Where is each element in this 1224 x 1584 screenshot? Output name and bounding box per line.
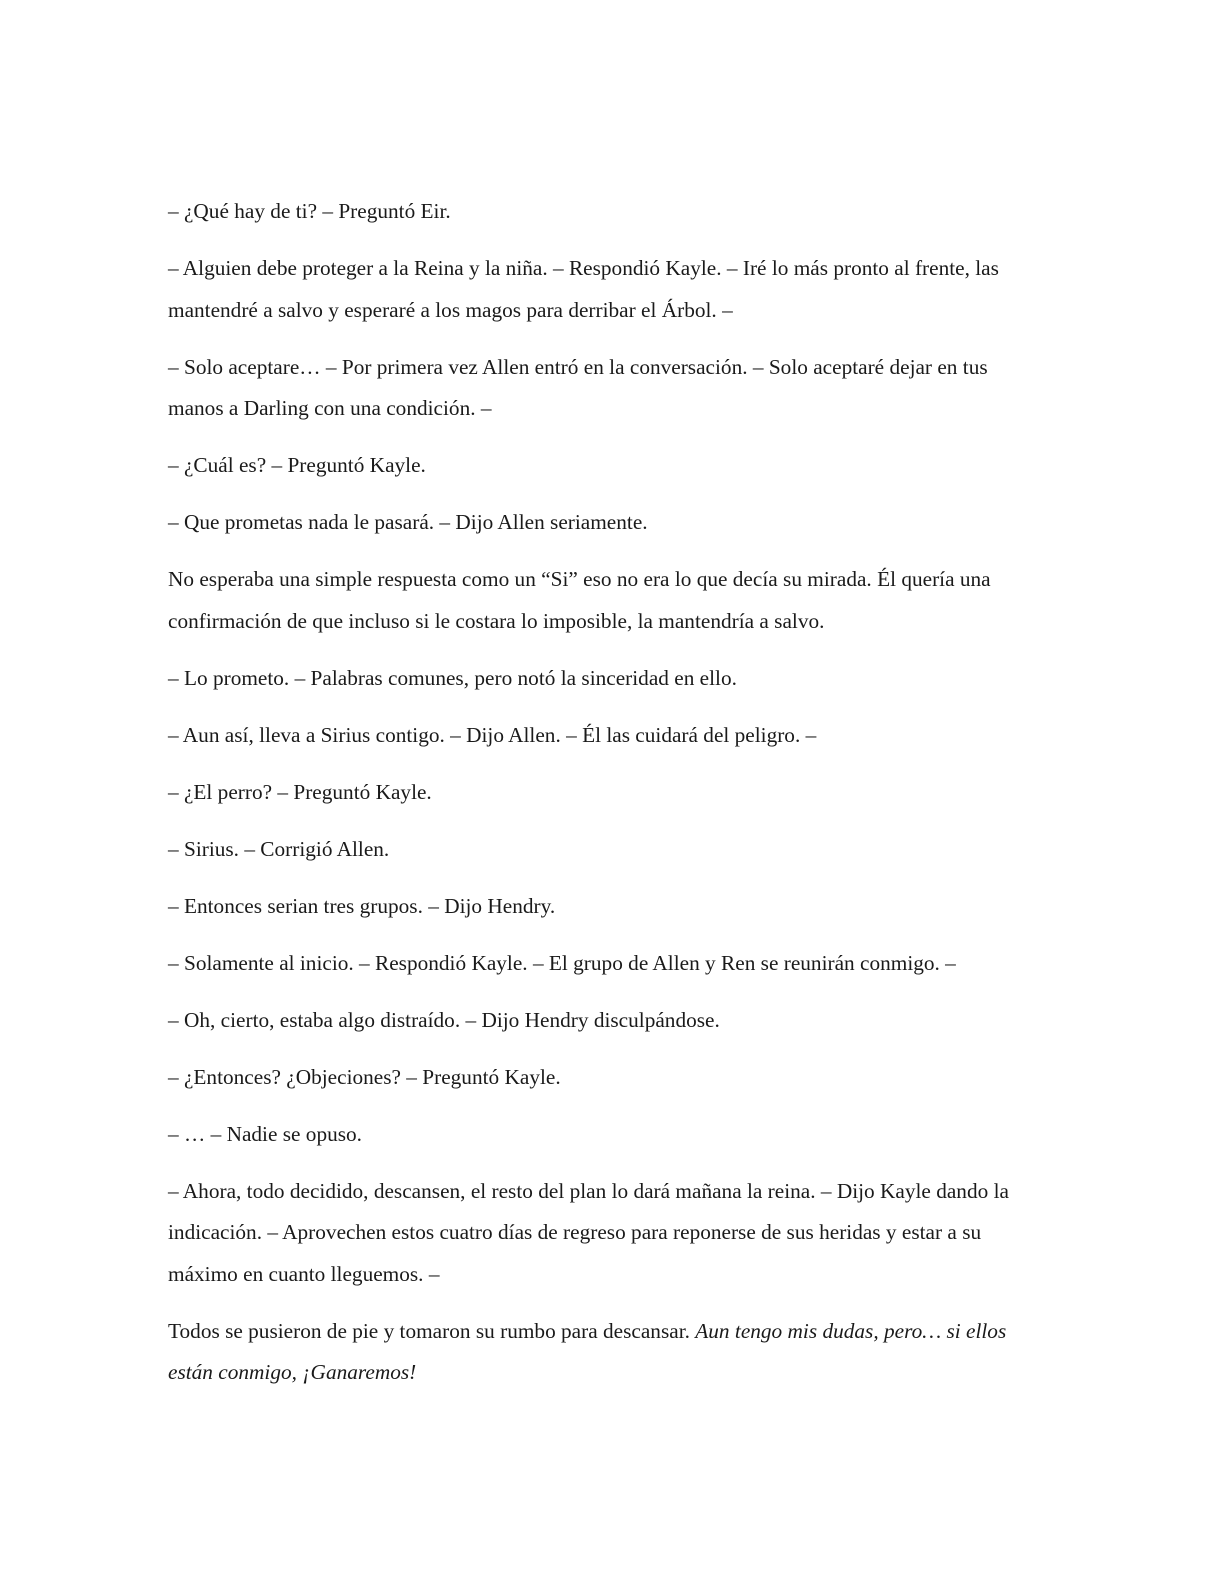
paragraph-12: – Solamente al inicio. – Respondió Kayle. – El grupo de Allen y Ren se reunirán conmigo. – bbox=[168, 950, 956, 975]
document-page bbox=[168, 191, 1038, 1394]
paragraph-13: – Oh, cierto, estaba algo distraído. – Dijo Hendry disculpándose. bbox=[168, 1007, 720, 1032]
closing-normal-text: Todos se pusieron de pie y tomaron su rumbo para descansar. bbox=[168, 1318, 696, 1343]
paragraph-9: – ¿El perro? – Preguntó Kayle. bbox=[168, 779, 432, 804]
paragraph-14: – ¿Entonces? ¿Objeciones? – Preguntó Kayle. bbox=[168, 1064, 561, 1089]
closing-paragraph bbox=[168, 1311, 1038, 1394]
paragraph-8: – Aun así, lleva a Sirius contigo. – Dijo Allen. – Él las cuidará del peligro. – bbox=[168, 722, 817, 747]
closing-italic-text: Aun tengo mis dudas, pero… si ellos están conmigo, ¡Ganaremos! bbox=[168, 1318, 1007, 1384]
paragraph-1: – ¿Qué hay de ti? – Preguntó Eir. bbox=[168, 199, 451, 223]
paragraph-4: – ¿Cuál es? – Preguntó Kayle. bbox=[168, 453, 426, 477]
paragraph-2: – Alguien debe proteger a la Reina y la niña. – Respondió Kayle. – Iré lo más pronto al frente, las mantendré a salvo y esperaré a los magos para derribar el Árbol. – bbox=[168, 256, 999, 322]
paragraph-16: – Ahora, todo decidido, descansen, el resto del plan lo dará mañana la reina. – Dijo Kayle dando la indicación. – Aprovechen estos cuatro días de regreso para reponerse de sus heridas y estar a su máximo en cuanto lleguemos. – bbox=[168, 1178, 1009, 1286]
paragraph-15: – … – Nadie se opuso. bbox=[168, 1121, 363, 1146]
paragraph-6: No esperaba una simple respuesta como un “Si” eso no era lo que decía su mirada. Él quería una confirmación de que incluso si le costara lo imposible, la mantendría a salvo. bbox=[168, 567, 991, 633]
paragraph-7: – Lo prometo. – Palabras comunes, pero notó la sinceridad en ello. bbox=[168, 665, 737, 690]
paragraph-5: – Que prometas nada le pasará. – Dijo Allen seriamente. bbox=[168, 510, 648, 534]
paragraph-3: – Solo aceptare… – Por primera vez Allen entró en la conversación. – Solo aceptaré dejar en tus manos a Darling con una condición. – bbox=[168, 354, 988, 420]
paragraph-11: – Entonces serian tres grupos. – Dijo Hendry. bbox=[168, 893, 556, 918]
paragraph-10: – Sirius. – Corrigió Allen. bbox=[168, 836, 390, 861]
